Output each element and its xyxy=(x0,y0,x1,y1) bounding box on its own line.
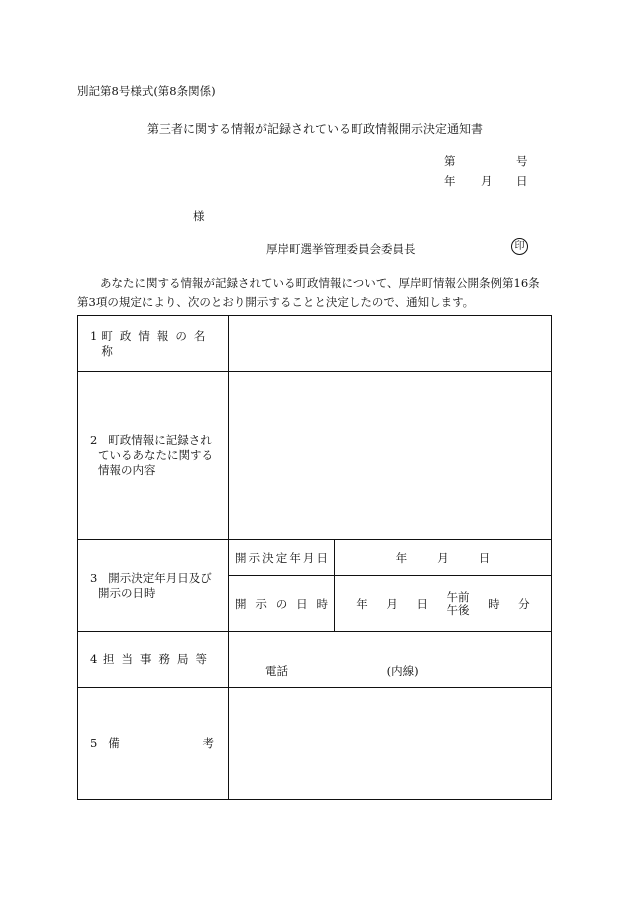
document-number-prefix: 第 xyxy=(444,154,456,168)
row4-label-cell xyxy=(78,632,229,688)
date-day-label: 日 xyxy=(516,174,528,188)
row5-value-cell[interactable] xyxy=(229,688,552,800)
phone-label: 電話 xyxy=(265,663,288,678)
disclosure-hour: 時 xyxy=(488,596,500,611)
notice-form-table xyxy=(77,315,552,800)
row3-label-line2: 開示の日時 xyxy=(98,585,156,600)
row2-value-cell[interactable] xyxy=(229,372,552,540)
table-row xyxy=(78,632,552,688)
row1-number: 1 xyxy=(90,328,102,343)
row2-label-line1: 町政情報に記録され xyxy=(108,433,212,447)
document-number-suffix: 号 xyxy=(516,154,528,168)
decision-month: 月 xyxy=(437,550,449,565)
disclosure-month: 月 xyxy=(386,596,398,611)
row2-label-line2: ているあなたに関する xyxy=(98,448,213,462)
extension-label: (内線) xyxy=(386,663,419,678)
row2-number: 2 xyxy=(90,433,98,447)
form-reference: 別記第8号様式(第8条関係) xyxy=(77,84,216,98)
notice-line-1: あなたに関する情報が記録されている町政情報について、厚岸町情報公開条例第16条 xyxy=(100,276,540,290)
table-row xyxy=(78,688,552,800)
row4-number: 4 xyxy=(90,652,98,666)
am-label: 午前 xyxy=(446,589,470,604)
disclosure-datetime-cell[interactable] xyxy=(335,576,552,632)
date-month-label: 月 xyxy=(481,174,493,188)
decision-year: 年 xyxy=(395,550,408,565)
row3-number: 3 xyxy=(90,570,98,585)
decision-day: 日 xyxy=(478,550,491,565)
row2-label-line3: 情報の内容 xyxy=(98,463,156,477)
disclosure-year: 年 xyxy=(356,596,368,611)
row5-number: 5 xyxy=(90,736,98,750)
row1-label-cell xyxy=(78,316,229,372)
row5-label-a: 備 xyxy=(108,736,120,750)
issuer-title: 厚岸町選挙管理委員会委員長 xyxy=(266,242,416,256)
document-title: 第三者に関する情報が記録されている町政情報開示決定通知書 xyxy=(146,122,483,136)
disclosure-minute: 分 xyxy=(518,596,530,611)
row4-label: 担当事務局等 xyxy=(103,652,214,666)
row5-label-b: 考 xyxy=(202,736,214,750)
seal-mark: 印 xyxy=(511,238,528,255)
table-row xyxy=(78,372,552,540)
row1-value-cell[interactable] xyxy=(229,316,552,372)
row4-value-cell[interactable] xyxy=(229,632,552,688)
table-row xyxy=(78,316,552,372)
row3-label-line1: 開示決定年月日及び xyxy=(108,570,212,585)
addressee-honorific: 様 xyxy=(193,209,205,223)
disclosure-datetime-label: 開示の日時 xyxy=(229,576,335,632)
notice-body xyxy=(77,274,552,312)
row1-label: 町政情報の名称 xyxy=(101,328,213,358)
disclosure-day: 日 xyxy=(416,596,428,611)
row3-label-cell xyxy=(78,540,229,632)
decision-date-label: 開示決定年月日 xyxy=(229,540,335,576)
notice-line-2: 第3項の規定により、次のとおり開示することと決定したので、通知します。 xyxy=(77,295,475,309)
am-pm-selector xyxy=(447,591,470,617)
decision-date-cell[interactable] xyxy=(335,540,552,576)
pm-label: 午後 xyxy=(446,602,470,617)
row2-label-cell xyxy=(78,372,229,540)
date-year-label: 年 xyxy=(444,174,456,188)
row5-label-cell xyxy=(78,688,229,800)
table-row xyxy=(78,540,552,576)
